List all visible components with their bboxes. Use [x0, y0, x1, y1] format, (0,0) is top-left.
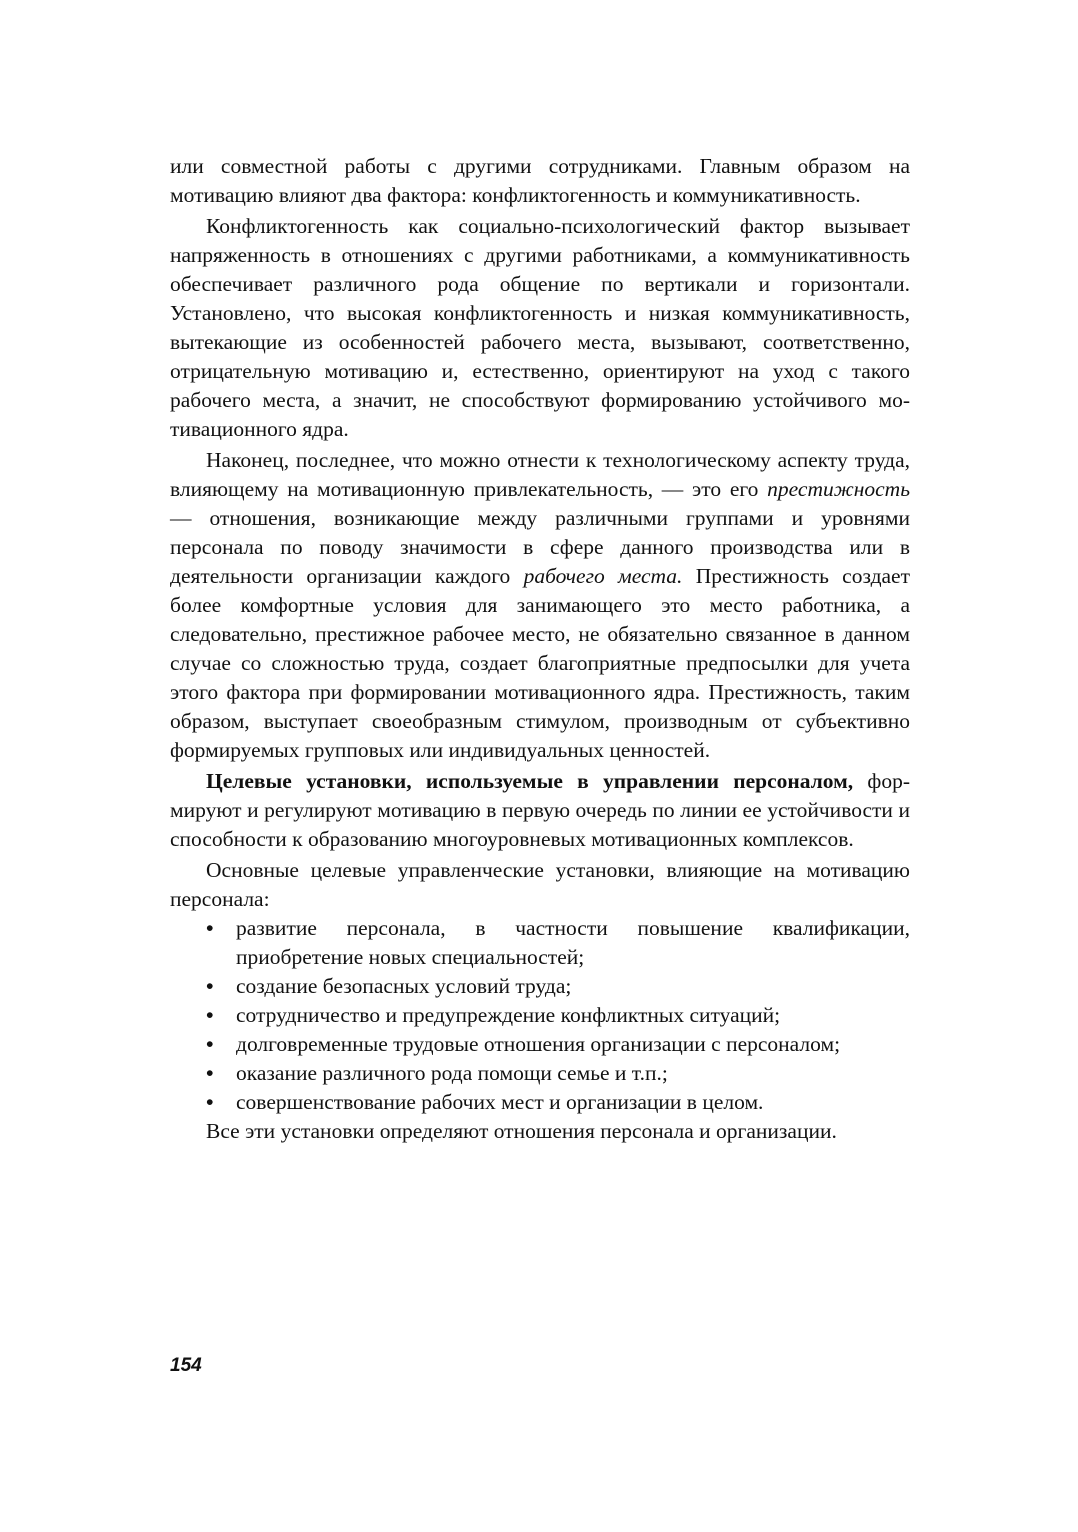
target-settings-term: Целевые установки, используемые в управлении персоналом,	[206, 769, 854, 793]
list-item	[206, 972, 910, 1001]
paragraph-target-settings	[170, 767, 910, 854]
bullet-icon: •	[206, 916, 214, 940]
paragraph-prestige	[170, 446, 910, 765]
list-item-text: совершенствование рабочих мест и организации в целом.	[236, 1090, 764, 1114]
paragraph-continuation: или совместной работы с другими сотрудниками. Главным образом на мотивацию влияют два фактора: конфликтогенность и коммуникативность.	[170, 154, 910, 207]
bullet-list	[170, 914, 910, 1117]
prestige-text-end: Престижность создает более комфортные условия для занимающего это место работника, а следовательно, престижное рабочее место, не обязательно связанное в данном случае со сложностью труда, создает благоприятные предпосылки для учета этого фактора при формировании мотивационного ядра. Престижность, таким образом, выступает своеобразным стимулом, производным от субъективно формируемых групповых или индивидуальных ценностей.	[170, 564, 910, 762]
list-item-text: оказание различного рода помощи семье и т.п.;	[236, 1061, 668, 1085]
prestige-term: престижность	[767, 477, 910, 501]
list-item-text: создание безопасных условий труда;	[236, 974, 572, 998]
paragraph-conflict: Конфликтогенность как социально-психологический фактор вызывает напряженность в отношениях с другими работниками, а коммуникативность обеспечивает различного рода общение по вертикали и горизонтали. Установлено, что высокая конфликтогенность и низкая коммуникативность, вытекающие из особенностей рабочего места, вызывают, соответственно, отрицательную мотивацию и, естественно, ориентируют на уход с такого рабочего места, а значит, не способствуют формированию устойчивого мотивационного ядра.	[170, 214, 910, 441]
list-item	[206, 1030, 910, 1059]
list-item-text: сотрудничество и предупреждение конфликтных ситуаций;	[236, 1003, 781, 1027]
bullet-icon: •	[206, 1090, 214, 1114]
paragraph-list-intro: Основные целевые управленческие установки, влияющие на мотивацию персонала:	[170, 858, 910, 911]
list-item-text: долговременные трудовые отношения организации с персоналом;	[236, 1032, 841, 1056]
paragraph-conclusion: Все эти установки определяют отношения персонала и организации.	[206, 1119, 837, 1143]
list-item-text: развитие персонала, в частности повышение квалификации, приобретение новых специальностей;	[236, 916, 910, 969]
workplace-term: рабочего места.	[523, 564, 683, 588]
bullet-icon: •	[206, 1061, 214, 1085]
list-item	[206, 1088, 910, 1117]
prestige-text-middle: — отношения, возникающие между различными группами и уровнями персонала по поводу значимости в сфере данного производства или в деятельности организации каждого	[170, 506, 910, 588]
bullet-icon: •	[206, 974, 214, 998]
list-item	[206, 1001, 910, 1030]
bullet-icon: •	[206, 1003, 214, 1027]
page-number: 154	[170, 1355, 202, 1376]
page-body	[170, 152, 910, 1146]
target-settings-text: формируют и регулируют мотивацию в первую очередь по линии ее устойчивости и способности к образованию многоуровневых мотивационных комплексов.	[170, 769, 910, 851]
prestige-text-start: Наконец, последнее, что можно отнести к технологическому аспекту труда, влияющему на мотивационную привлекательность, — это его	[170, 448, 910, 501]
list-item	[206, 914, 910, 972]
list-item	[206, 1059, 910, 1088]
bullet-icon: •	[206, 1032, 214, 1056]
